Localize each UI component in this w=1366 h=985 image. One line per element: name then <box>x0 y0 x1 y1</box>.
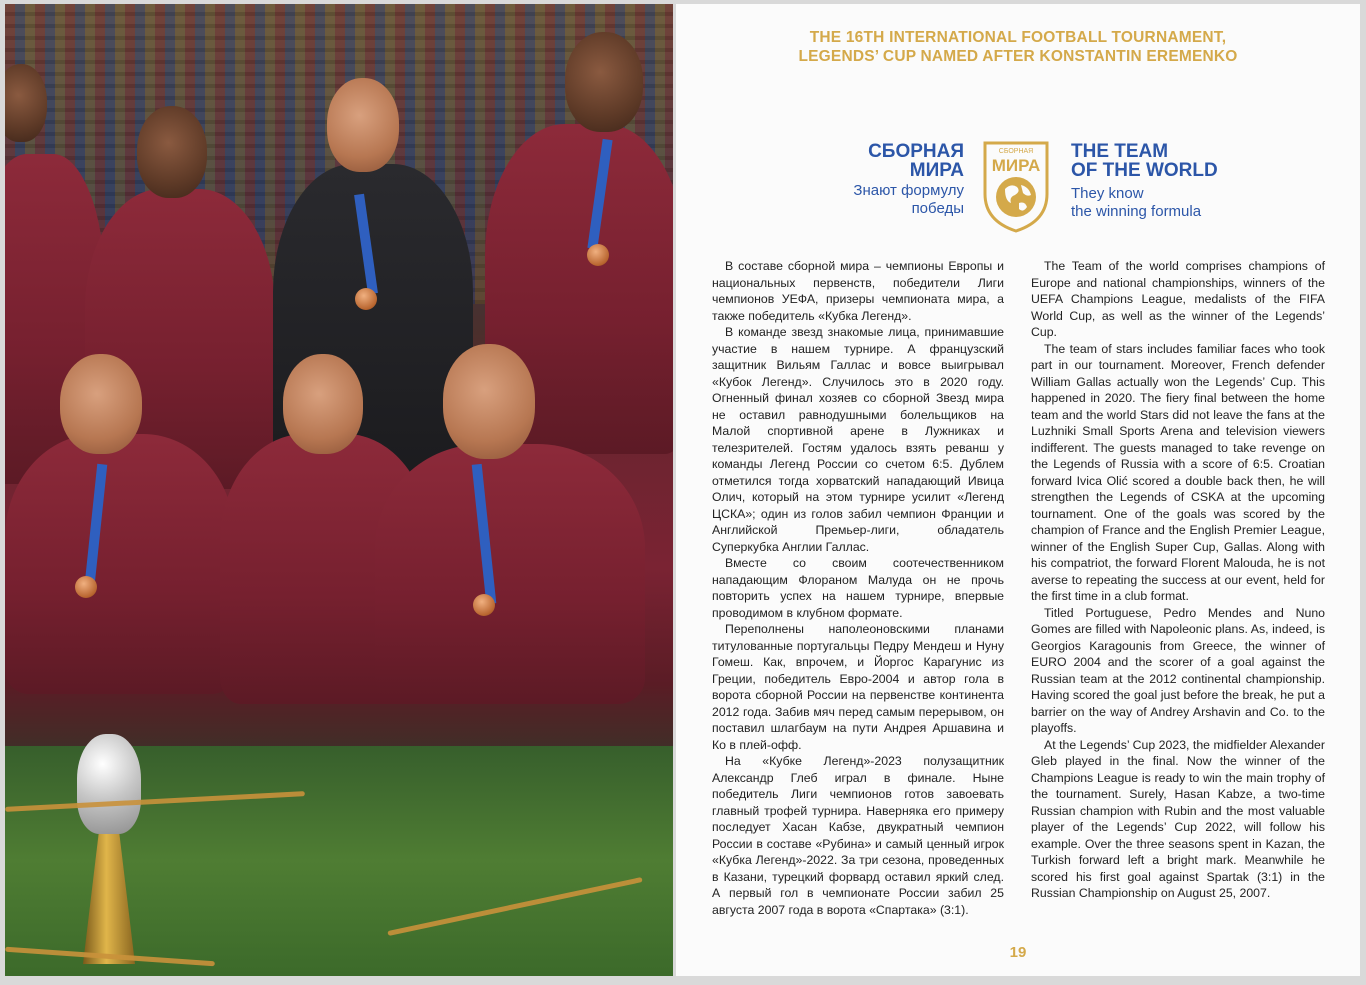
paragraph-ru: На «Кубке Легенд»-2023 полузащитник Александр Глеб играл в финале. Ныне победитель Лиги чемпионов готов завоевать главный трофей турнира. Наверняка его примеру последует Хасан Кабзе, двукратный чемпион России в составе «Рубина» и самый ценный игрок «Кубка Легенд»-2022. За три сезона, проведенных в Казани, турецкий форвард оставил яркий след. А первый гол в чемпионате России забил 25 августа 2007 года в ворота «Спартака» (3:1). <box>712 754 1004 917</box>
emblem-top-text: СБОРНАЯ <box>998 148 1034 155</box>
article-column-en <box>1031 258 1325 902</box>
header-line-2: LEGENDS’ CUP NAMED AFTER KONSTANTIN EREMENKO <box>798 48 1238 65</box>
team-tagline-ru: Знают формулу победы <box>853 182 964 217</box>
paragraph-ru: В составе сборной мира – чемпионы Европы и национальных первенств, победители Лиги чемпионов УЕФА, призеры чемпионата мира, а также победитель «Кубка Легенд». <box>712 259 1004 323</box>
globe-shield-icon <box>981 139 1051 234</box>
paragraph-en: The Team of the world comprises champions of Europe and national championships, winners of the UEFA Champions League, medalists of the FIFA World Cup, as well as the winner of the Legends’ Cup. <box>1031 259 1325 339</box>
paragraph-ru: Вместе со своим соотечественником нападающим Флораном Малуда он не прочь повторить успех на нашем турнире, впервые проводимом в клубном формате. <box>712 556 1004 620</box>
team-photo <box>5 4 673 976</box>
tournament-header <box>676 28 1360 66</box>
header-line-1: THE 16TH INTERNATIONAL FOOTBALL TOURNAMENT, <box>809 29 1227 46</box>
article-page <box>676 4 1360 976</box>
emblem-main-text: МИРА <box>991 156 1041 175</box>
paragraph-ru: Переполнены наполеоновскими планами титулованные португальцы Педру Мендеш и Нуну Гомеш. Как, впрочем, и Йоргос Карагунис из Греции, победитель Евро-2004 и автор гола в ворота сборной России на первенстве континента 2012 года. Забив мяч перед самым перерывом, он поставил шлагбаум на пути Андрея Аршавина и Ко в плей-офф. <box>712 622 1004 752</box>
paragraph-en: At the Legends’ Cup 2023, the midfielder Alexander Gleb played in the final. Now the winner of the Champions League is ready to win the main trophy of the tournament. Surely, Hasan Kabze, a two-time Russian champion with Rubin and the most valuable player of the Legends’ Cup 2022, will follow his example. Over the three seasons spent in Kazan, the Turkish forward left a bright mark. Meanwhile he scored his first goal against Spartak (3:1) in the Russian Championship on August 25, 2007. <box>1031 737 1325 900</box>
team-title-en: THE TEAM OF THE WORLD <box>1071 141 1218 181</box>
team-tagline-en: They know the winning formula <box>1071 185 1202 220</box>
paragraph-en: The team of stars includes familiar faces who took part in our tournament. Moreover, French defender William Gallas actually won the Legends’ Cup. This happened in 2020. The fiery final between the home team and the world Stars did not leave the fans at the Luzhniki Small Sports Arena and television viewers indifferent. The guests managed to take revenge on the Legends of Russia with a score of 6:5. Croatian forward Ivica Olić scored a double back then, he will strengthen the Legends of CSKA at the upcoming tournament. One of the goals was scored by the champion of France and the English Premier League, winner of the English Super Cup, Gallas. Along with his compatriot, the forward Florent Malouda, he is not averse to repeating the success at our event, held for the first time in a club format. <box>1031 341 1325 603</box>
paragraph-en: Titled Portuguese, Pedro Mendes and Nuno Gomes are filled with Napoleonic plans. As, indeed, is Georgios Karagounis from Greece, the winner of EURO 2004 and the scorer of a goal against the Russian team at the 2012 continental championship. Having scored the goal just before the break, he put a barrier on the way of Andrey Arshavin and Co. to the playoffs. <box>1031 605 1325 735</box>
team-title-ru: СБОРНАЯ МИРА <box>868 141 964 181</box>
article-column-ru <box>712 258 1004 918</box>
legends-cup-trophy <box>77 734 141 834</box>
paragraph-ru: В команде звезд знакомые лица, принимавшие участие в нашем турнире. А французский защитник Вильям Галлас и вовсе выигрывал «Кубок Легенд». Случилось это в 2020 году. Огненный финал хозяев со сборной Звезд мира не оставил равнодушными болельщиков на Малой спортивной арене в Лужниках и телезрителей. Гостям удалось взять реванш у команды Легенд России со счетом 6:5. Дублем отметился тогда хорватский нападающий Ивица Олич, который на этом турнире усилит «Легенд ЦСКА»; один из голов забил чемпион Франции и Английской Премьер-лиги, обладатель Суперкубка Англии Галлас. <box>712 325 1004 554</box>
page-number: 19 <box>1009 944 1027 961</box>
